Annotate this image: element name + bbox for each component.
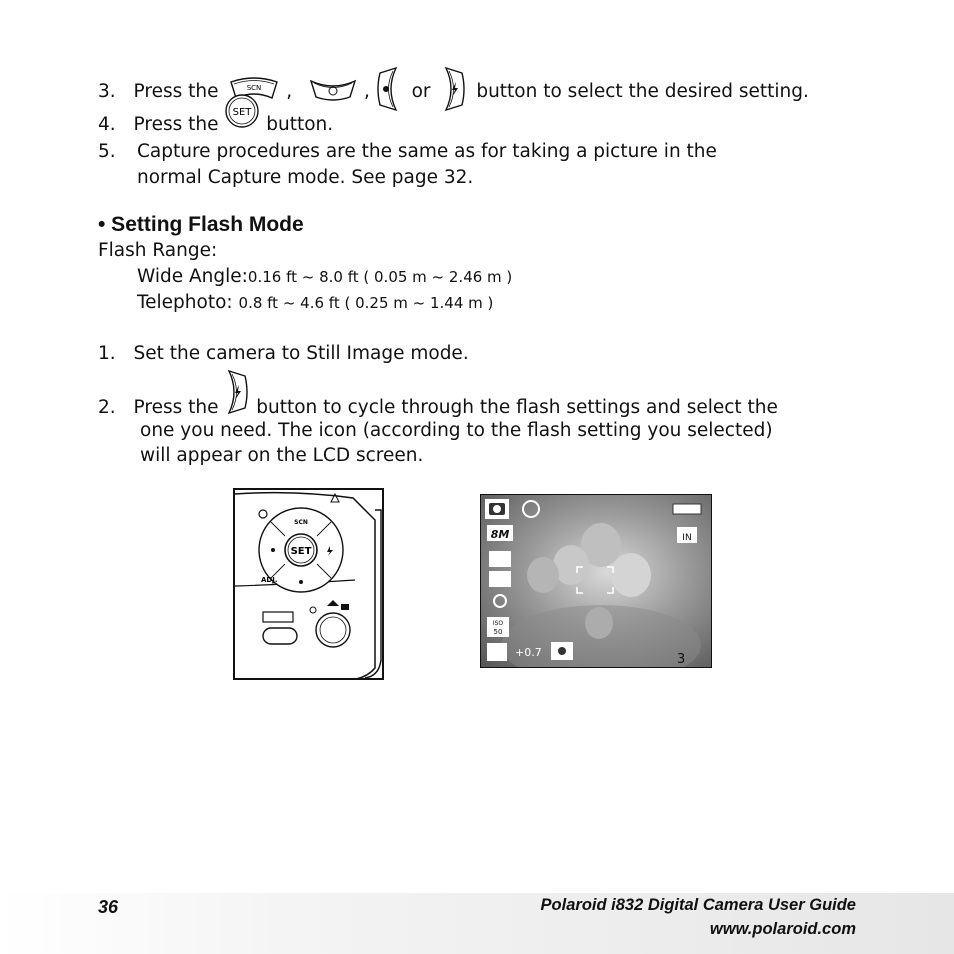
step-number: 4. (98, 114, 116, 135)
step-5-line-1: Capture procedures are the same as for taking a picture in the (137, 141, 717, 162)
step-3 (98, 65, 809, 119)
flash-button-icon (442, 65, 466, 119)
lcd-iso-value: 50 (493, 628, 503, 636)
lcd-size-label: 8M (490, 528, 510, 541)
macro-button-icon (308, 77, 358, 107)
footer-title (541, 893, 856, 941)
step-5-line-2: normal Capture mode. See page 32. (137, 167, 474, 188)
flash-button-icon (224, 368, 250, 422)
telephoto-value: 0.8 ft ~ 4.6 ft ( 0.25 m ~ 1.44 m ) (238, 294, 494, 312)
portrait-button-icon (376, 65, 400, 119)
flash-range-label: Flash Range: (98, 240, 218, 261)
wide-angle-label: Wide Angle: (137, 266, 248, 287)
svg-text:SET: SET (232, 107, 252, 118)
step-b2-line-2: one you need. The icon (according to the flash setting you selected) (140, 420, 773, 441)
step-number: 2. (98, 397, 116, 418)
step-b2-line-3: will appear on the LCD screen. (140, 445, 424, 466)
lcd-memory-label: IN (682, 533, 692, 543)
camera-scn-label: SCN (294, 519, 308, 526)
svg-text:SCN: SCN (247, 84, 262, 92)
lcd-screen-figure (480, 494, 712, 668)
telephoto-row (137, 292, 493, 314)
lcd-ev-value: +0.7 (515, 646, 542, 659)
step-number: 1. (98, 343, 116, 364)
section-heading: • Setting Flash Mode (98, 213, 304, 236)
step-text: Set the camera to Still Image mode. (133, 343, 469, 364)
guide-title: Polaroid i832 Digital Camera User Guide (540, 896, 856, 914)
or-text: or (411, 81, 431, 102)
step-text: Press the (133, 81, 219, 102)
lcd-iso-label: ISO (492, 620, 504, 627)
wide-angle-row (137, 266, 512, 288)
step-text: Press the (133, 397, 219, 418)
wide-angle-value: 0.16 ft ~ 8.0 ft ( 0.05 m ~ 2.46 m ) (247, 268, 513, 286)
step-text: button to cycle through the flash settings and select the (256, 397, 778, 418)
website-url: www.polaroid.com (709, 920, 856, 938)
camera-back-figure (233, 488, 384, 680)
page-number: 36 (98, 897, 119, 917)
step-text: button. (266, 114, 334, 135)
step-text: Press the (133, 114, 219, 135)
step-number: 3. (98, 81, 116, 102)
separator: , (363, 81, 370, 102)
lcd-shot-count: 3 (677, 652, 686, 667)
separator: , (286, 81, 293, 102)
set-button-icon (224, 93, 260, 135)
step-text: button to select the desired setting. (476, 81, 809, 102)
step-b2 (98, 394, 778, 422)
step-b1 (98, 343, 469, 365)
camera-set-label: SET (290, 546, 312, 557)
telephoto-label: Telephoto: (137, 292, 239, 313)
step-4 (98, 107, 334, 136)
camera-adj-label: ADJ. (261, 576, 278, 584)
step-number: 5. (98, 141, 116, 162)
step-5 (98, 141, 116, 163)
